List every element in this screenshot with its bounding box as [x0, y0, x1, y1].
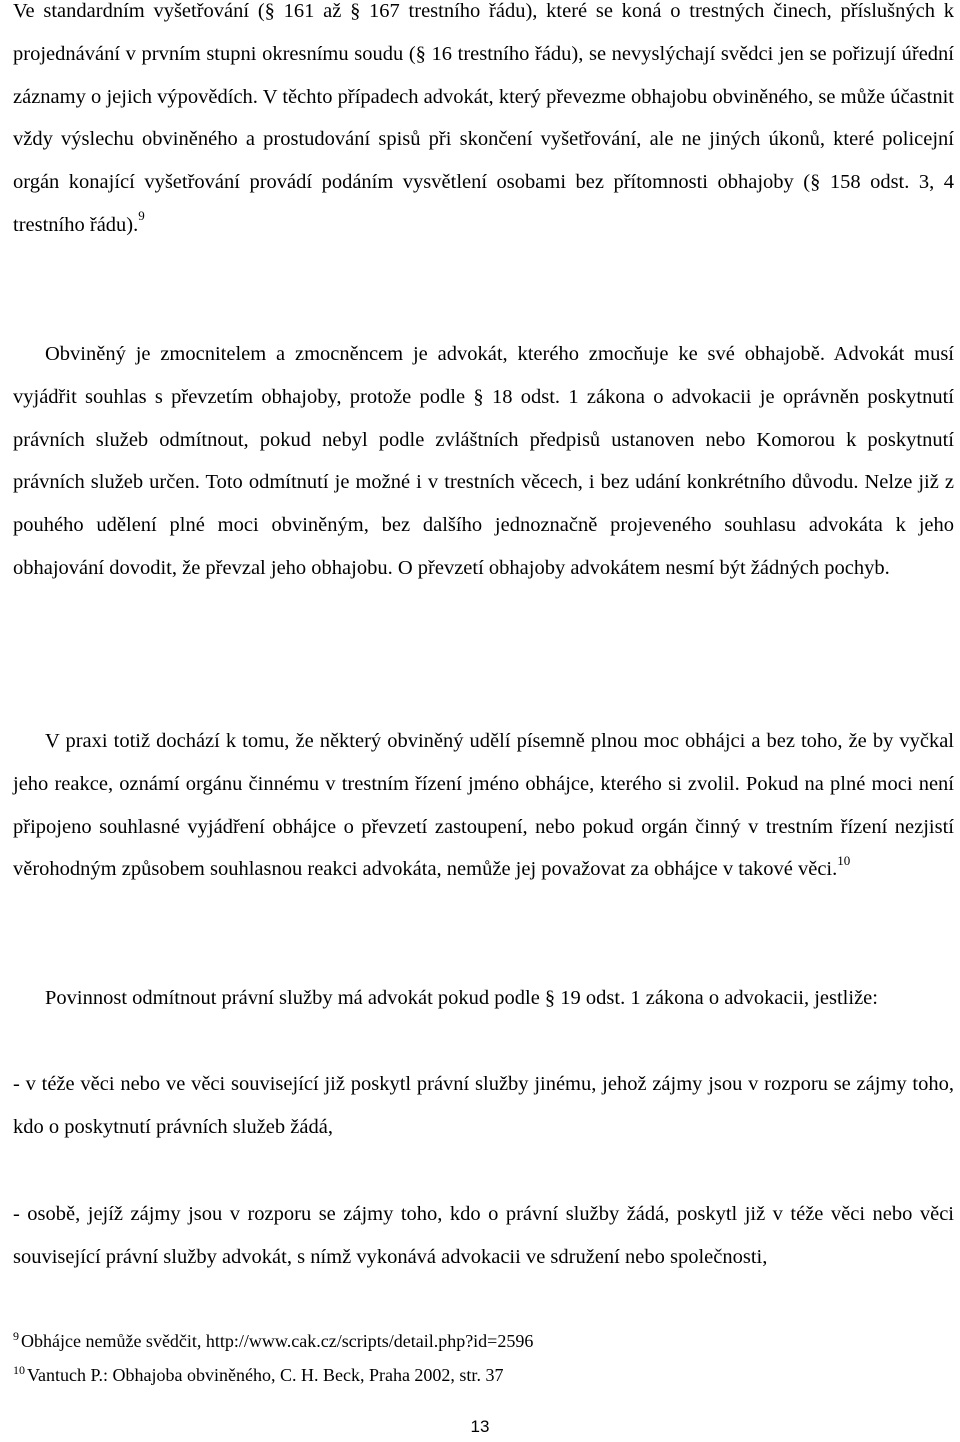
list-item-first [13, 1063, 954, 1149]
paragraph-obligation-refuse [13, 977, 954, 1020]
footnote-number: 10 [13, 1363, 25, 1377]
footnote-9 [13, 1330, 954, 1354]
page-number: 13 [470, 1417, 490, 1436]
list-item-text: - osobě, jejíž zájmy jsou v rozporu se zájmy toho, kdo o právní služby žádá, poskytl již v téže věci nebo věci související právní služby advokát, s nímž vykonává advokacii ve sdružení nebo společnosti, [13, 1203, 954, 1268]
paragraph-text: V praxi totiž dochází k tomu, že některý obviněný udělí písemně plnou moc obhájci a bez toho, že by vyčkal jeho reakce, oznámí orgánu činnému v trestním řízení jméno obhájce, kterého si zvolil. Pokud na plné moci není připojeno souhlasné vyjádření obhájce o převzetí zastoupení, nebo pokud orgán činný v trestním řízení nezjistí věrohodným způsobem souhlasnou reakci advokáta, nemůže jej považovat za obhájce v takové věci. [13, 730, 954, 881]
list-item-second [13, 1193, 954, 1279]
paragraph-practice [13, 720, 954, 891]
paragraph-standard-investigation [13, 0, 954, 247]
footnote-10 [13, 1364, 954, 1388]
footnote-text: Vantuch P.: Obhajoba obviněného, C. H. Beck, Praha 2002, str. 37 [27, 1365, 504, 1385]
list-item-text: - v téže věci nebo ve věci související již poskytl právní služby jinému, jehož zájmy jsou v rozporu se zájmy toho, kdo o poskytnutí právních služeb žádá, [13, 1073, 954, 1138]
footnote-text: Obhájce nemůže svědčit, http://www.cak.cz/scripts/detail.php?id=2596 [21, 1331, 534, 1351]
footnote-ref-9: 9 [138, 208, 145, 224]
paragraph-defendant-authorization [13, 333, 954, 590]
paragraph-text: Povinnost odmítnout právní služby má advokát pokud podle § 19 odst. 1 zákona o advokacii, jestliže: [45, 987, 878, 1009]
footnote-ref-10: 10 [837, 852, 851, 868]
paragraph-text: Ve standardním vyšetřování (§ 161 až § 167 trestního řádu), které se koná o trestných činech, příslušných k projednávání v prvním stupni okresnímu soudu (§ 16 trestního řádu), se nevyslýchají svědci jen se pořizují úřední záznamy o jejich výpovědích. V těchto případech advokát, který převezme obhajobu obviněného, se může účastnit vždy výslechu obviněného a prostudování spisů při skončení vyšetřování, ale ne jiných úkonů, které policejní orgán konající vyšetřování provádí podáním vysvětlení osobami bez přítomnosti obhajoby (§ 158 odst. 3, 4 trestního řádu). [13, 0, 954, 236]
paragraph-text: Obviněný je zmocnitelem a zmocněncem je advokát, kterého zmocňuje ke své obhajobě. Advokát musí vyjádřit souhlas s převzetím obhajoby, protože podle § 18 odst. 1 zákona o advokacii je oprávněn poskytnutí právních služeb odmítnout, pokud nebyl podle zvláštních předpisů ustanoven nebo Komorou k poskytnutí právních služeb určen. Toto odmítnutí je možné i v trestních věcech, i bez udání konkrétního důvodu. Nelze již z pouhého udělení plné moci obviněným, bez dalšího jednoznačně projeveného souhlasu advokáta k jeho obhajování dovodit, že převzal jeho obhajobu. O převzetí obhajoby advokátem nesmí být žádných pochyb. [13, 343, 954, 579]
footnote-number: 9 [13, 1329, 19, 1343]
